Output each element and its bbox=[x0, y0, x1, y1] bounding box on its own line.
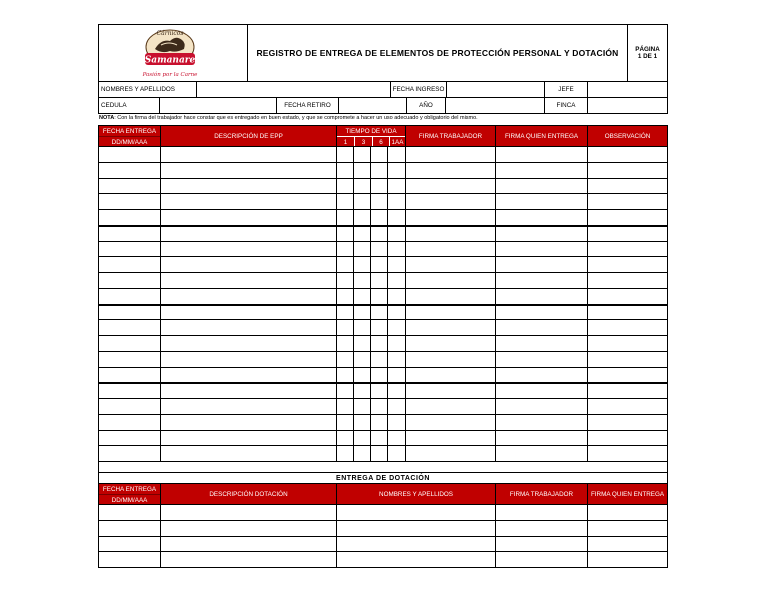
grid-column-line bbox=[336, 146, 337, 461]
cedula-label: CEDULA bbox=[98, 97, 160, 114]
gap-right-border bbox=[667, 461, 668, 473]
jefe-field[interactable] bbox=[587, 81, 668, 98]
tiempo-col-3: 3 bbox=[355, 137, 373, 148]
tiempo-col-1: 1 bbox=[337, 137, 355, 148]
form-title-cell bbox=[247, 24, 628, 82]
page-label: PÁGINA bbox=[635, 46, 660, 53]
grid-row-line bbox=[98, 225, 668, 227]
epp-table-body[interactable] bbox=[98, 146, 668, 462]
tiempo-col-1aa: 1AA bbox=[391, 139, 404, 146]
grid-row-line bbox=[98, 520, 668, 521]
grid-row-line bbox=[98, 209, 668, 210]
page-value: 1 DE 1 bbox=[637, 53, 658, 60]
grid-row-line bbox=[98, 335, 668, 336]
grid-row-line bbox=[98, 162, 668, 163]
grid-column-line bbox=[587, 504, 588, 567]
grid-column-line bbox=[587, 146, 588, 461]
logo-top-text: Cárnicos bbox=[156, 30, 184, 37]
grid-row-line bbox=[98, 193, 668, 194]
firma-trabajador-header: FIRMA TRABAJADOR bbox=[405, 125, 496, 147]
dot-nombres-header: NOMBRES Y APELLIDOS bbox=[336, 483, 496, 505]
fecha-ingreso-field[interactable] bbox=[446, 81, 545, 98]
dot-fecha-format-label: DD/MM/AAA bbox=[111, 496, 148, 504]
grid-row-line bbox=[98, 319, 668, 320]
grid-row-line bbox=[98, 551, 668, 552]
grid-row-line bbox=[98, 445, 668, 446]
gap-top-border bbox=[98, 461, 668, 462]
nombres-field[interactable] bbox=[196, 81, 391, 98]
form-sheet bbox=[98, 24, 668, 568]
grid-row-line bbox=[98, 367, 668, 368]
note-label: NOTA bbox=[99, 115, 115, 121]
grid-row-line bbox=[98, 504, 668, 505]
grid-row-line bbox=[98, 382, 668, 384]
grid-row-line bbox=[98, 567, 668, 568]
grid-row-line bbox=[98, 304, 668, 306]
dotacion-table-body[interactable] bbox=[98, 504, 668, 568]
fecha-ingreso-label: FECHA INGRESO bbox=[390, 81, 447, 98]
grid-column-line bbox=[667, 146, 668, 461]
grid-column-line bbox=[495, 146, 496, 461]
finca-field[interactable] bbox=[587, 97, 668, 114]
grid-column-line bbox=[353, 146, 354, 461]
grid-row-line bbox=[98, 288, 668, 289]
grid-row-line bbox=[98, 398, 668, 399]
note-text bbox=[99, 115, 478, 121]
grid-row-line bbox=[98, 256, 668, 257]
grid-row-line bbox=[98, 272, 668, 273]
grid-row-line bbox=[98, 146, 668, 147]
dotacion-section-title: ENTREGA DE DOTACIÓN bbox=[336, 474, 430, 482]
dot-fecha-entrega-label: FECHA ENTREGA bbox=[99, 484, 160, 495]
grid-column-line bbox=[336, 504, 337, 567]
grid-row-line bbox=[98, 178, 668, 179]
fecha-entrega-header bbox=[98, 125, 161, 147]
nombres-label: NOMBRES Y APELLIDOS bbox=[98, 81, 197, 98]
fecha-retiro-label: FECHA RETIRO bbox=[276, 97, 339, 114]
cedula-field[interactable] bbox=[159, 97, 277, 114]
dot-fecha-entrega-header bbox=[98, 483, 161, 505]
page-number-cell bbox=[627, 24, 668, 82]
tiempo-col-6: 6 bbox=[373, 137, 390, 148]
grid-column-line bbox=[98, 504, 99, 567]
grid-column-line bbox=[495, 504, 496, 567]
samanare-logo bbox=[133, 25, 213, 81]
firma-quien-entrega-header: FIRMA QUIEN ENTREGA bbox=[495, 125, 588, 147]
descripcion-epp-header: DESCRIPCIÓN DE EPP bbox=[160, 125, 337, 147]
grid-column-line bbox=[160, 146, 161, 461]
note-body: : Con la firma del trabajador hace constar que es entregado en buen estado, y que se compromete a hacer un uso adecuado y obligatorio del mismo. bbox=[114, 115, 478, 121]
grid-column-line bbox=[160, 504, 161, 567]
grid-row-line bbox=[98, 536, 668, 537]
tiempo-vida-header bbox=[336, 125, 406, 147]
dot-firma-trabajador-header: FIRMA TRABAJADOR bbox=[495, 483, 588, 505]
grid-row-line bbox=[98, 351, 668, 352]
fecha-entrega-label: FECHA ENTREGA bbox=[99, 126, 160, 137]
grid-row-line bbox=[98, 241, 668, 242]
grid-column-line bbox=[405, 146, 406, 461]
form-title: REGISTRO DE ENTREGA DE ELEMENTOS DE PROTECCIÓN PERSONAL Y DOTACIÓN bbox=[256, 48, 619, 58]
dot-descripcion-header: DESCRIPCIÓN DOTACIÓN bbox=[160, 483, 337, 505]
tiempo-vida-label: TIEMPO DE VIDA bbox=[345, 127, 397, 135]
fecha-retiro-field[interactable] bbox=[338, 97, 407, 114]
anio-field[interactable] bbox=[445, 97, 545, 114]
grid-column-line bbox=[387, 146, 388, 461]
grid-column-line bbox=[370, 146, 371, 461]
logo-tagline: Pasión por la Carne bbox=[142, 72, 198, 78]
observacion-header: OBSERVACIÓN bbox=[587, 125, 668, 147]
dot-firma-quien-entrega-header: FIRMA QUIEN ENTREGA bbox=[587, 483, 668, 505]
gap-left-border bbox=[98, 461, 99, 473]
anio-label: AÑO bbox=[406, 97, 446, 114]
grid-row-line bbox=[98, 430, 668, 431]
finca-label: FINCA bbox=[544, 97, 588, 114]
grid-column-line bbox=[667, 504, 668, 567]
logo-cell bbox=[98, 24, 248, 82]
logo-brand: Samanare bbox=[144, 55, 196, 66]
grid-row-line bbox=[98, 414, 668, 415]
grid-column-line bbox=[98, 146, 99, 461]
jefe-label: JEFE bbox=[544, 81, 588, 98]
fecha-format-label: DD/MM/AAA bbox=[111, 138, 148, 146]
